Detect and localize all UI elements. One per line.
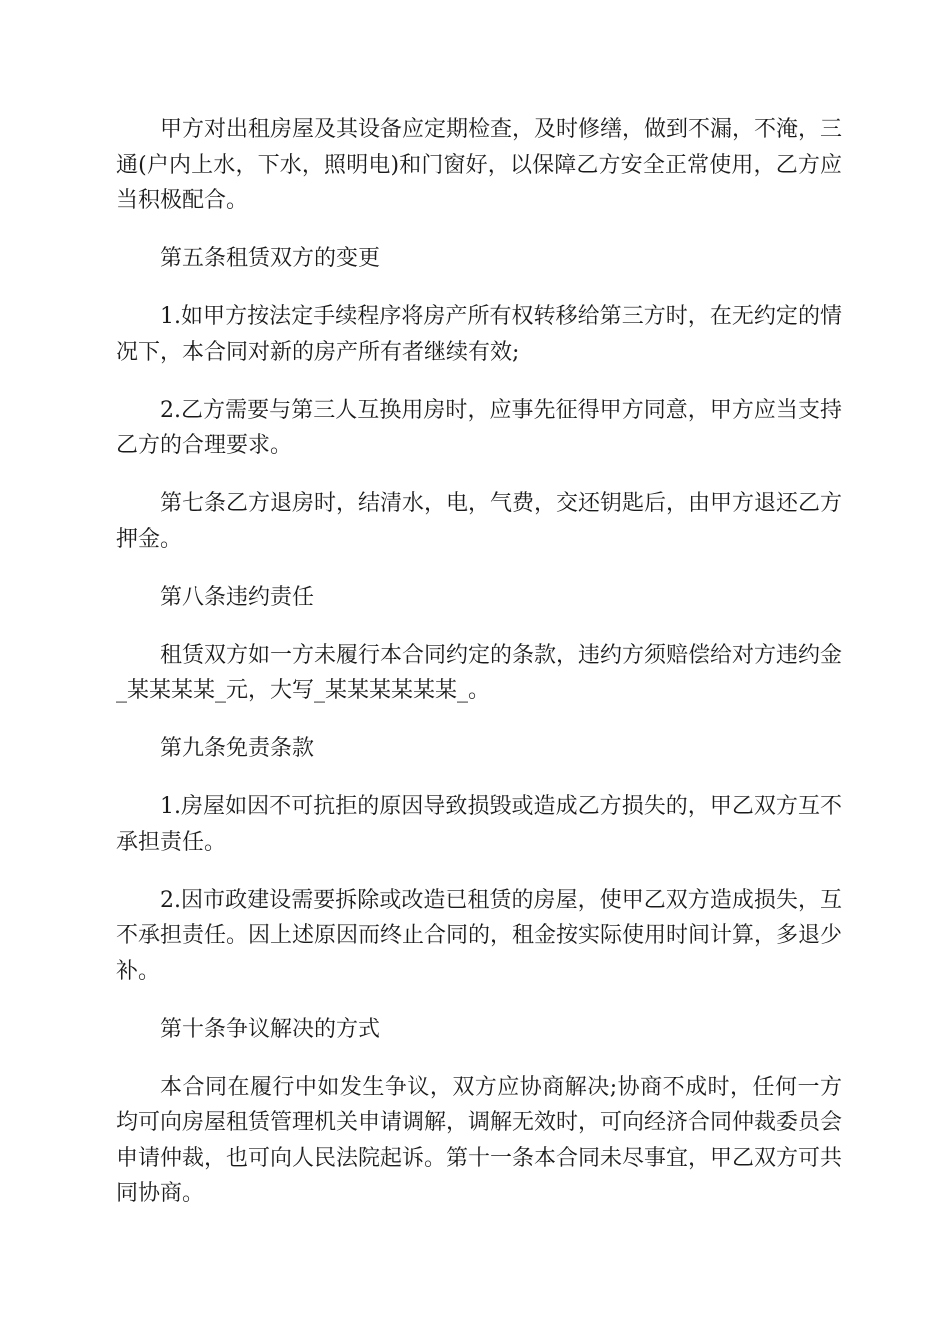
paragraph-maintenance: 甲方对出租房屋及其设备应定期检查，及时修缮，做到不漏，不淹，三通(户内上水，下水，照明电)和门窗好，以保障乙方安全正常使用，乙方应当积极配合。 (116, 117, 843, 213)
paragraph-article-7: 第七条乙方退房时，结清水，电，气费，交还钥匙后，由甲方退还乙方押金。 (116, 491, 843, 552)
paragraph-article-5-item-2: 2.乙方需要与第三人互换用房时，应事先征得甲方同意，甲方应当支持乙方的合理要求。 (116, 397, 842, 458)
document-page (116, 112, 842, 1234)
paragraph-article-5-item-1: 1.如甲方按法定手续程序将房产所有权转移给第三方时，在无约定的情况下，本合同对新的房产所有者继续有效; (116, 304, 842, 365)
heading-article-5: 第五条租赁双方的变更 (160, 246, 381, 271)
paragraph-article-9-item-2: 2.因市政建设需要拆除或改造已租赁的房屋，使甲乙双方造成损失，互不承担责任。因上述原因而终止合同的，租金按实际使用时间计算，多退少补。 (116, 887, 843, 984)
heading-article-10: 第十条争议解决的方式 (160, 1016, 381, 1042)
paragraph-article-10: 本合同在履行中如发生争议，双方应协商解决;协商不成时，任何一方均可向房屋租赁管理机关申请调解，调解无效时，可向经济合同仲裁委员会申请仲裁，也可向人民法院起诉。第十一条本合同未尽事宜，甲乙双方可共同协商。 (116, 1074, 843, 1206)
paragraph-article-9-item-1: 1.房屋如因不可抗拒的原因导致损毁或造成乙方损失的，甲乙双方互不承担责任。 (116, 794, 842, 855)
heading-article-8: 第八条违约责任 (160, 584, 315, 610)
paragraph-article-8: 租赁双方如一方未履行本合同约定的条款，违约方须赔偿给对方违约金_某某某某_元，大写_某某某某某某_。 (116, 642, 843, 703)
heading-article-9: 第九条免责条款 (160, 736, 315, 761)
